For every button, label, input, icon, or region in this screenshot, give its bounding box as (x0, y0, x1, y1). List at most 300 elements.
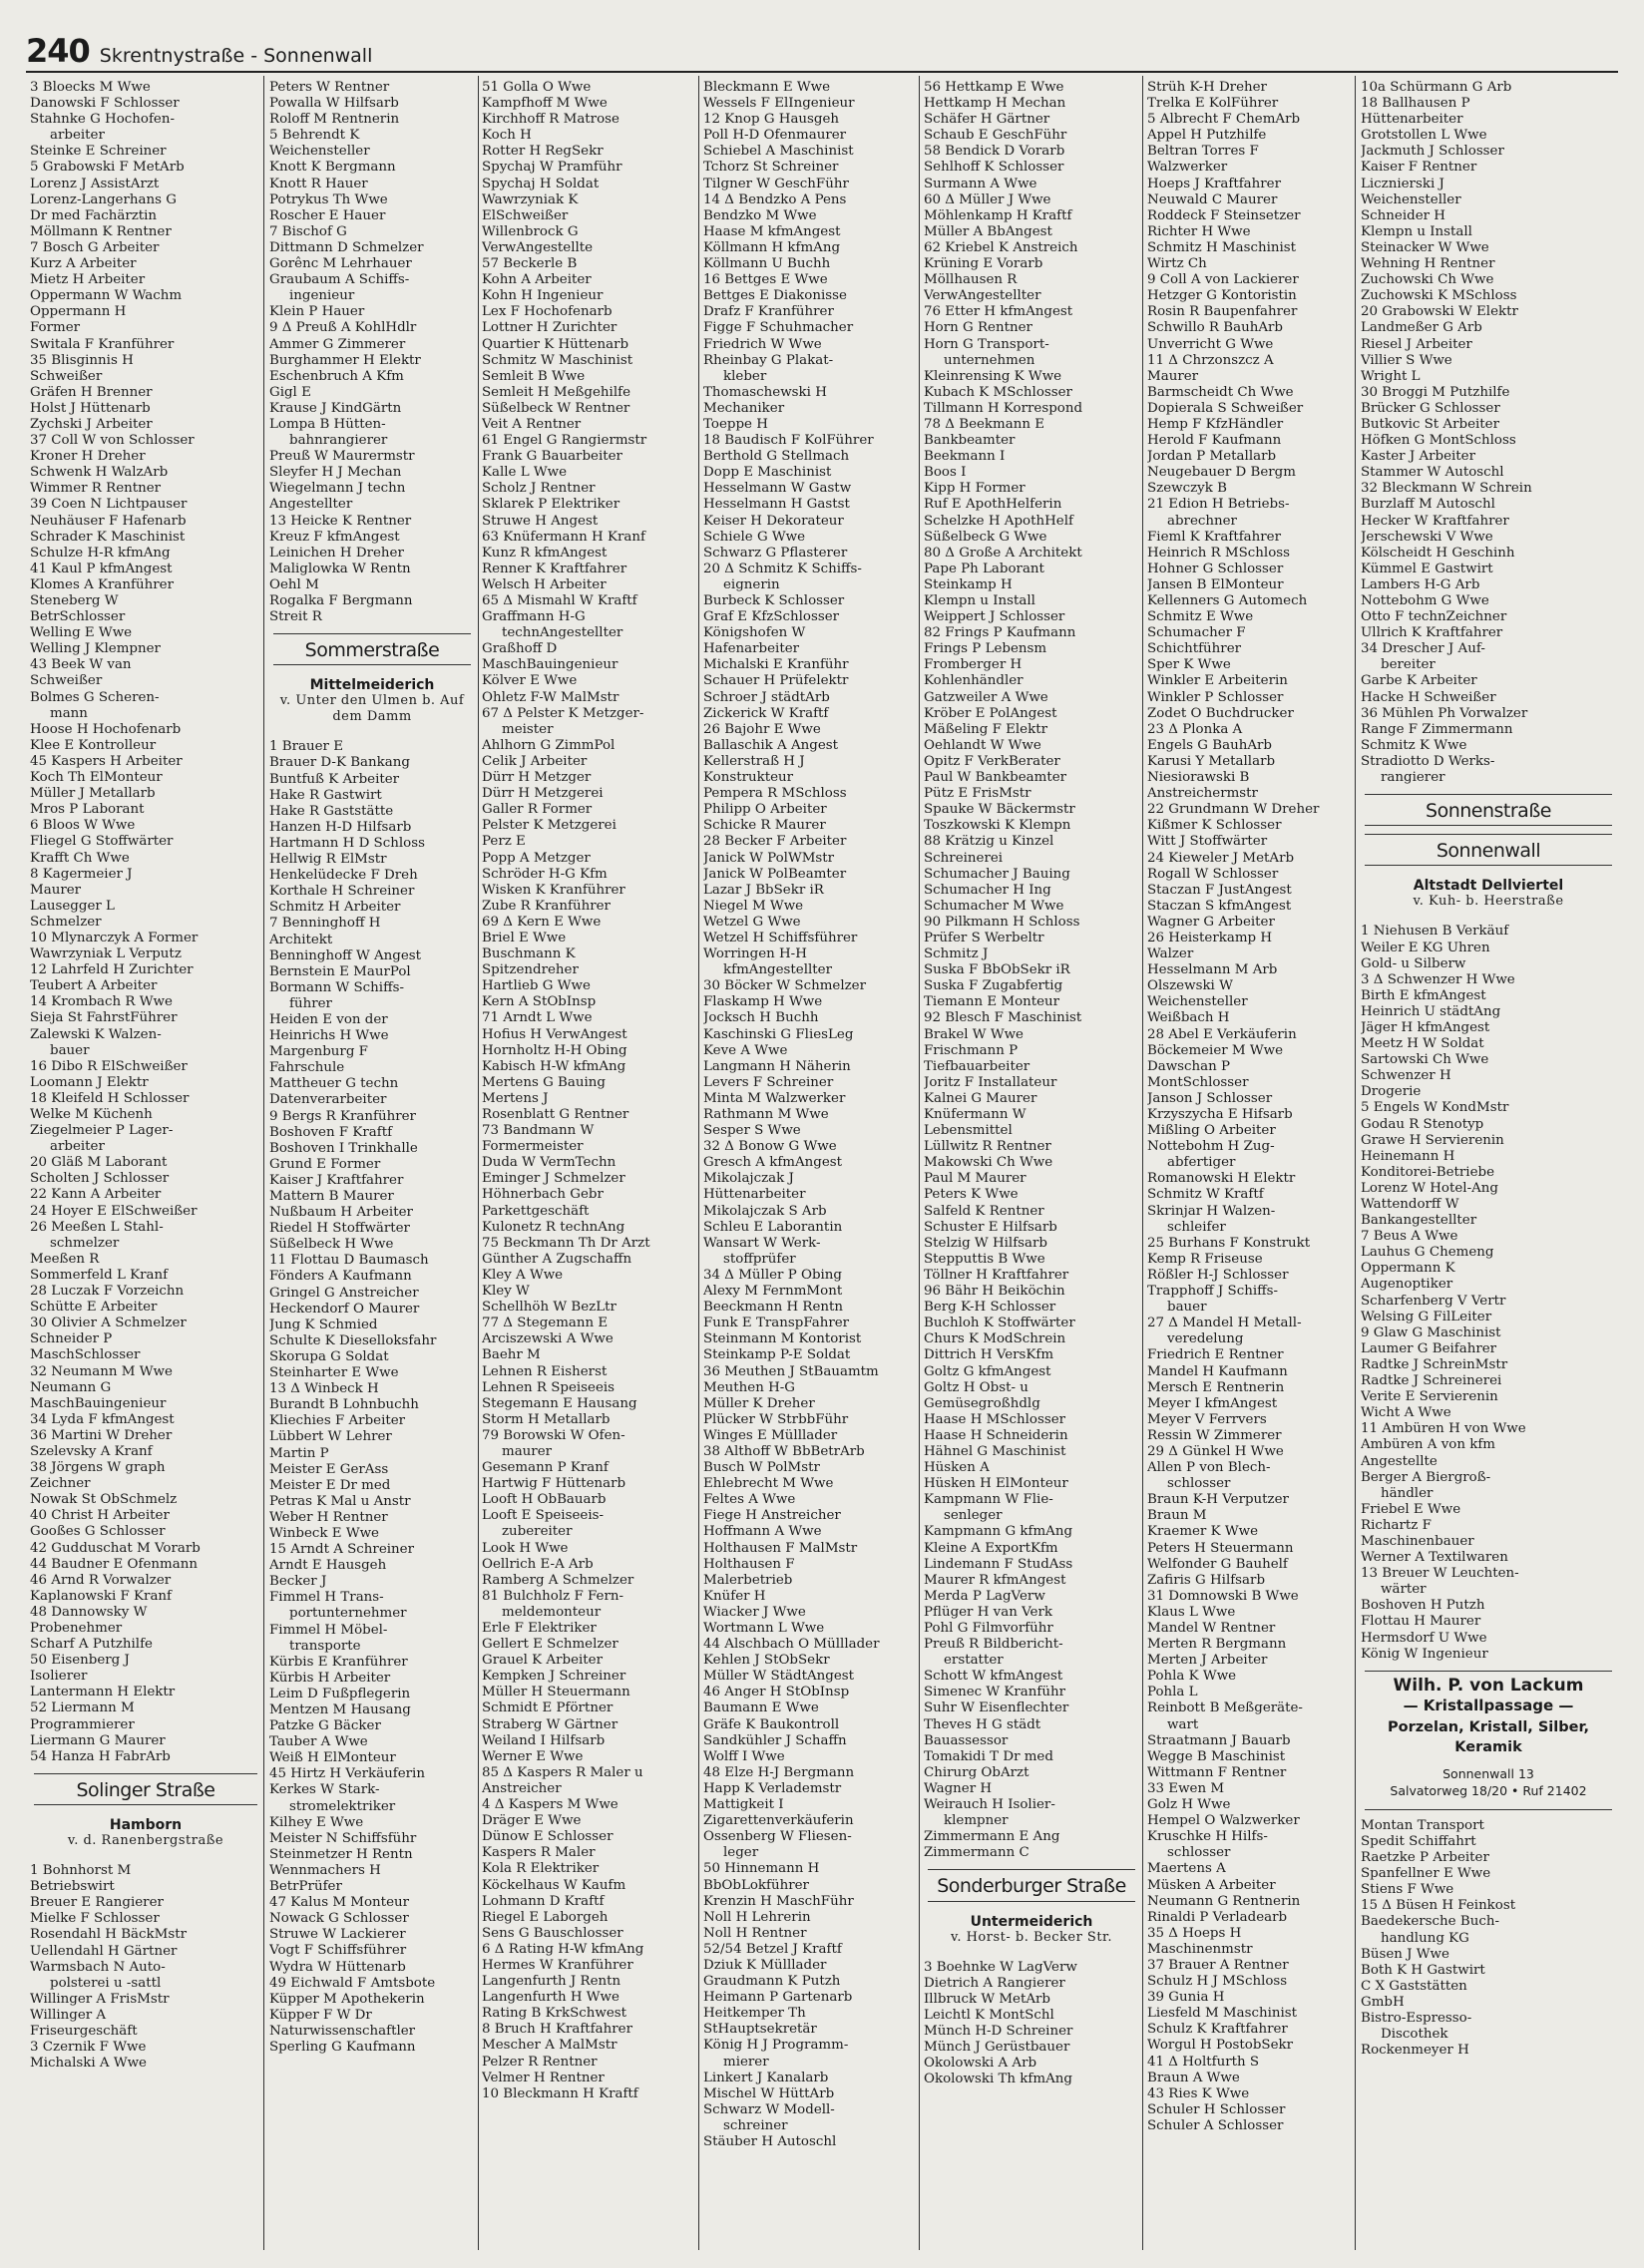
directory-entry: Königshofen W (703, 625, 806, 641)
directory-entry: Licznierski J (1361, 176, 1444, 191)
directory-entry: Schauer H Prüfelektr (703, 673, 849, 689)
directory-entry: Fieml K Kraftfahrer (1147, 529, 1282, 545)
directory-entry: Heinrichs H Wwe (269, 1028, 389, 1044)
directory-entry: wärter (1381, 1582, 1427, 1598)
directory-entry: Dawschan P (1147, 1058, 1231, 1074)
directory-entry: Pohl G Filmvorführ (924, 1621, 1053, 1636)
directory-entry: Ramberg A Schmelzer (482, 1572, 634, 1588)
directory-entry: Oellrich E-A Arb (482, 1556, 594, 1572)
directory-entry: Salfeld K Rentner (924, 1203, 1044, 1219)
directory-entry: Kalle L Wwe (482, 465, 568, 481)
directory-entry: Kürbis E Kranführer (269, 1654, 408, 1670)
directory-entry: Möllhausen R (924, 272, 1018, 288)
street-section-header (269, 633, 475, 725)
directory-entry: Graßhoff D (482, 641, 558, 657)
directory-entry: 71 Arndt L Wwe (482, 1010, 593, 1026)
directory-entry: Bauassessor (924, 1732, 1009, 1748)
directory-entry: Vogt F Schiffsführer (269, 1943, 407, 1959)
directory-entry: 46 Anger H StObInsp (703, 1685, 850, 1701)
directory-entry: Oppermann K (1361, 1261, 1455, 1277)
directory-entry: Looft E Speiseeis- (482, 1508, 604, 1524)
directory-entry: Langenfurth H Wwe (482, 1990, 619, 2006)
directory-entry: zubereiter (502, 1524, 573, 1540)
directory-entry: bauer (1167, 1300, 1207, 1316)
directory-entry: 18 Kleifeld H Schlosser (30, 1090, 190, 1106)
directory-entry: Chirurg ObArzt (924, 1764, 1029, 1780)
directory-entry: Kliechies F Arbeiter (269, 1413, 406, 1429)
directory-entry: Peters H Steuermann (1147, 1540, 1294, 1556)
directory-entry: Knott R Hauer (269, 176, 368, 191)
directory-entry: Weirauch H Isolier- (924, 1797, 1055, 1813)
directory-entry: Ballaschik A Angest (703, 737, 838, 753)
directory-entry: 18 Baudisch F KolFührer (703, 433, 874, 449)
directory-entry: Höhnerbach Gebr (482, 1187, 604, 1203)
directory-entry: Werner A Textilwaren (1361, 1550, 1508, 1566)
directory-entry: Suska F Zugabfertig (924, 978, 1063, 994)
directory-entry: Goltz G kfmAngest (924, 1363, 1051, 1379)
directory-entry: Minta M Walzwerker (703, 1090, 846, 1106)
directory-entry: Renner K Kraftfahrer (482, 561, 627, 576)
directory-entry: Levers F Schreiner (703, 1074, 834, 1090)
directory-entry: Welling E Wwe (30, 625, 133, 641)
directory-entry: Buschmann K (482, 946, 576, 962)
directory-entry: Müller J Metallarb (30, 786, 156, 802)
directory-entry: Mielke F Schlosser (30, 1911, 160, 1927)
directory-entry: Opitz F VerkBerater (924, 753, 1060, 769)
directory-entry: Stammer W Autoschl (1361, 465, 1504, 481)
directory-entry: Wawrzyniak L Verputz (30, 946, 182, 962)
directory-entry: Schichtführer (1147, 641, 1242, 657)
directory-entry: Bankangestellter (1361, 1213, 1477, 1229)
directory-entry: 16 Dibo R ElSchweißer (30, 1058, 188, 1074)
directory-entry: Horn G Transport- (924, 336, 1049, 352)
directory-entry: Roloff M Rentnerin (269, 112, 400, 128)
directory-entry: Anstreicher (482, 1780, 562, 1796)
directory-entry: Spedit Schiffahrt (1361, 1834, 1476, 1849)
directory-entry: Pelster K Metzgerei (482, 818, 616, 834)
directory-entry: Hoeps J Kraftfahrer (1147, 176, 1282, 191)
directory-entry: Kampfhoff M Wwe (482, 96, 608, 112)
directory-entry: Appel H Putzhilfe (1147, 128, 1267, 144)
directory-entry: Nowak St ObSchmelz (30, 1492, 178, 1508)
directory-entry: 20 Gläß M Laborant (30, 1155, 168, 1171)
directory-entry: Kölver E Wwe (482, 673, 578, 689)
directory-entry: Maschinenbauer (1361, 1533, 1474, 1549)
directory-entry: Berger A Biergroß- (1361, 1469, 1491, 1485)
directory-entry: Braun M (1147, 1508, 1207, 1524)
directory-entry: Gresch A kfmAngest (703, 1155, 843, 1171)
directory-entry: Schweißer (30, 673, 103, 689)
directory-entry: Ullrich K Kraftfahrer (1361, 625, 1503, 641)
directory-entry: Kölscheidt H Geschinh (1361, 545, 1515, 561)
street-name: Sonnenstraße (1365, 794, 1612, 826)
directory-entry: Funk E TranspFahrer (703, 1316, 850, 1331)
directory-entry: Möllmann K Rentner (30, 223, 172, 239)
directory-entry: Meyer I kfmAngest (1147, 1395, 1278, 1411)
street-range-note: v. Kuh- b. Heerstraße (1413, 894, 1564, 910)
directory-entry: Wagner H (924, 1780, 993, 1796)
directory-entry: Fönders A Kaufmann (269, 1269, 412, 1285)
directory-entry: Schwillo R BauhArb (1147, 320, 1283, 336)
directory-entry: Beltran Torres F (1147, 144, 1259, 160)
directory-entry: Okolowski A Arb (924, 2056, 1037, 2072)
directory-entry: Heiden E von der (269, 1011, 388, 1027)
directory-entry: Montan Transport (1361, 1817, 1484, 1833)
directory-entry: Plücker W StrbbFühr (703, 1411, 849, 1427)
directory-entry: Rogall W Schlosser (1147, 866, 1279, 882)
directory-entry: Baumann E Wwe (703, 1701, 819, 1716)
directory-entry: Kruschke H Hilfs- (1147, 1829, 1268, 1845)
directory-entry: Ohletz F-W MalMstr (482, 689, 619, 705)
directory-entry: händler (1381, 1485, 1434, 1501)
directory-entry: Gatzweiler A Wwe (924, 689, 1048, 705)
directory-entry: Godau R Stenotyp (1361, 1116, 1484, 1132)
directory-entry: Szewczyk B (1147, 481, 1227, 497)
directory-entry: Kaplanowski F Kranf (30, 1588, 173, 1604)
directory-entry: Romanowski H Elektr (1147, 1171, 1296, 1187)
directory-entry: Burzlaff M Autoschl (1361, 497, 1495, 513)
directory-entry: 12 Knop G Hausgeh (703, 112, 840, 128)
directory-entry: Müller H Steuermann (482, 1685, 630, 1701)
directory-entry: Lottner H Zurichter (482, 320, 617, 336)
directory-entry: 5 Behrendt K (269, 128, 360, 144)
directory-entry: Anstreichermstr (1147, 786, 1258, 802)
directory-entry: 10a Schürmann G Arb (1361, 80, 1512, 95)
directory-entry: Tchorz St Schreiner (703, 160, 839, 176)
directory-entry: handlung KG (1381, 1930, 1469, 1946)
directory-entry: 30 Böcker W Schmelzer (703, 978, 866, 994)
directory-entry: meister (502, 721, 554, 737)
directory-entry: Grauel K Arbeiter (482, 1653, 603, 1669)
directory-entry: Struwe W Lackierer (269, 1927, 406, 1943)
directory-entry: Pflüger H van Verk (924, 1604, 1052, 1620)
directory-entry: Keiser H Dekorateur (703, 513, 844, 529)
directory-entry: 37 Brauer A Rentner (1147, 1957, 1289, 1973)
directory-entry: Hanzen H-D Hilfsarb (269, 819, 412, 835)
street-section-header (1361, 834, 1616, 910)
directory-entry: Schwarz G Pflasterer (703, 545, 848, 561)
directory-entry: Neuwald C Maurer (1147, 191, 1278, 207)
directory-entry: Ziegelmeier P Lager- (30, 1123, 174, 1139)
directory-entry: Hoffmann A Wwe (703, 1524, 822, 1540)
advertiser-tagline: — Kristallpassage — (1403, 1696, 1574, 1714)
directory-entry: Wimmer R Rentner (30, 481, 162, 497)
directory-entry: Neuhäuser F Hafenarb (30, 513, 187, 529)
directory-entry: 28 Abel E Verkäuferin (1147, 1026, 1297, 1042)
directory-entry: Kellerstraß H J (703, 753, 805, 769)
directory-entry: Radtke J SchreinMstr (1361, 1356, 1508, 1372)
directory-entry: meldemonteur (502, 1604, 602, 1620)
directory-entry: Ruf E ApothHelferin (924, 497, 1062, 513)
directory-entry: Wolff I Wwe (703, 1748, 785, 1764)
directory-entry: 14 Krombach R Wwe (30, 994, 173, 1010)
directory-entry: Mattheuer G techn (269, 1076, 399, 1092)
directory-entry: Linkert J Kanalarb (703, 2070, 829, 2085)
directory-entry: Fimmel H Möbel- (269, 1622, 388, 1638)
directory-entry: Gooßes G Schlosser (30, 1524, 166, 1540)
directory-entry: Kohn A Arbeiter (482, 272, 592, 288)
directory-entry: Werner E Wwe (482, 1748, 584, 1764)
directory-entry: Mattern B Maurer (269, 1189, 394, 1204)
directory-entry: 39 Coen N Lichtpauser (30, 497, 188, 513)
directory-entry: Küpper M Apothekerin (269, 1991, 425, 2007)
directory-entry: Benninghoff W Angest (269, 947, 422, 963)
directory-entry: Herold F Kaufmann (1147, 433, 1282, 449)
directory-entry: 15 Arndt A Schreiner (269, 1542, 414, 1558)
directory-entry: Eminger J Schmelzer (482, 1171, 625, 1187)
directory-entry: Rotter H RegSekr (482, 144, 604, 160)
directory-entry: Lindemann F StudAss (924, 1556, 1073, 1572)
directory-entry: Lex F Hochofenarb (482, 304, 613, 320)
header-rule (26, 71, 1618, 73)
directory-entry: Teubert A Arbeiter (30, 978, 158, 994)
directory-entry: Welling J Klempner (30, 641, 161, 657)
directory-entry: Meister E GerAss (269, 1461, 389, 1477)
directory-entry: 18 Ballhausen P (1361, 96, 1470, 112)
directory-entry: Olszewski W (1147, 978, 1233, 994)
directory-entry: Kerkes W Stark- (269, 1782, 380, 1798)
directory-entry: Former (30, 320, 81, 336)
directory-entry: Breuer E Rangierer (30, 1895, 164, 1911)
directory-entry: 32 Δ Bonow G Wwe (703, 1139, 837, 1155)
directory-entry: Welsch H Arbeiter (482, 576, 607, 592)
directory-entry: König W Ingenieur (1361, 1646, 1488, 1662)
directory-entry: Spychaj W Pramführ (482, 160, 622, 176)
directory-entry: Potrykus Th Wwe (269, 191, 388, 207)
directory-entry: Sartowski Ch Wwe (1361, 1052, 1489, 1068)
advertisement-box (1365, 1671, 1612, 1810)
directory-entry: 50 Hinnemann H (703, 1861, 820, 1877)
directory-entry: Gräfe K Baukontroll (703, 1716, 840, 1732)
directory-entry: Paul M Maurer (924, 1171, 1027, 1187)
directory-entry: 3 Boehnke W LagVerw (924, 1959, 1077, 1975)
directory-entry: Willinger A FrisMstr (30, 1991, 170, 2007)
directory-entry: Boshoven F Kraftf (269, 1124, 393, 1140)
directory-entry: Winkler P Schlosser (1147, 689, 1284, 705)
directory-entry: Gorênc M Lehrhauer (269, 256, 412, 272)
directory-entry: Tiemann E Monteur (924, 994, 1060, 1010)
directory-entry: Burghammer H Elektr (269, 352, 421, 368)
directory-entry: Stradiotto D Werks- (1361, 753, 1495, 769)
directory-entry: 25 Burhans F Konstrukt (1147, 1235, 1311, 1251)
directory-entry: Architekt (269, 932, 333, 947)
directory-entry: 6 Δ Rating H-W kfmAng (482, 1941, 644, 1957)
directory-entry: Schulte K Dieselloksfahr (269, 1332, 437, 1348)
directory-entry: Hetzger G Kontoristin (1147, 288, 1297, 304)
directory-entry: Stelzig W Hilfsarb (924, 1235, 1047, 1251)
directory-entry: Staczan S kfmAngest (1147, 898, 1292, 914)
directory-entry: 44 Alschbach O Mülllader (703, 1637, 880, 1653)
directory-entry: Schweißer (30, 368, 103, 384)
directory-entry: Welfonder G Bauhelf (1147, 1556, 1288, 1572)
directory-entry: Maliglowka W Rentn (269, 561, 411, 576)
directory-entry: stoffprüfer (723, 1251, 796, 1267)
directory-entry: Roddeck F Steinsetzer (1147, 207, 1301, 223)
directory-entry: Graf E KfzSchlosser (703, 609, 840, 625)
district-name: Untermeiderich (970, 1913, 1093, 1930)
directory-entry: Fahrschule (269, 1060, 345, 1076)
directory-entry: Schmitz E Wwe (1147, 609, 1254, 625)
directory-entry: Kehlen J StObSekr (703, 1653, 830, 1669)
directory-entry: Willinger A (30, 2007, 107, 2023)
directory-entry: senleger (944, 1508, 1003, 1524)
directory-entry: Briel E Wwe (482, 930, 567, 945)
directory-entry: Dr med Fachärztin (30, 207, 158, 223)
directory-entry: Rosendahl H BäckMstr (30, 1927, 188, 1943)
directory-entry: Welsing G FilLeiter (1361, 1309, 1492, 1324)
directory-entry: Richartz F (1361, 1517, 1432, 1533)
directory-entry: Wessels F ElIngenieur (703, 96, 855, 112)
directory-entry: Kampmann G kfmAng (924, 1524, 1073, 1540)
directory-entry: 36 Mühlen Ph Vorwalzer (1361, 705, 1528, 721)
directory-entry: 96 Bähr H Beiköchin (924, 1284, 1065, 1300)
directory-entry: Ahlhorn G ZimmPol (482, 737, 616, 753)
directory-entry: Rößler H-J Schlosser (1147, 1267, 1289, 1283)
directory-entry: Müsken A Arbeiter (1147, 1877, 1276, 1893)
directory-entry: schlosser (1167, 1476, 1231, 1492)
directory-entry: Schulz K Kraftfahrer (1147, 2022, 1288, 2038)
directory-entry: Both K H Gastwirt (1361, 1962, 1485, 1978)
directory-entry: Burandt B Lohnbuchh (269, 1397, 419, 1413)
column-divider (478, 76, 479, 2250)
directory-entry: Flaskamp H Wwe (703, 994, 823, 1010)
directory-entry: Müller W StädtAngest (703, 1669, 855, 1685)
directory-entry: Niegel M Wwe (703, 898, 804, 914)
directory-entry: Kemp R Friseuse (1147, 1251, 1263, 1267)
directory-entry: Bankbeamter (924, 433, 1016, 449)
directory-entry: Raetzke P Arbeiter (1361, 1850, 1489, 1866)
directory-entry: Petras K Mal u Anstr (269, 1493, 411, 1509)
directory-entry: Birth E kfmAngest (1361, 987, 1486, 1003)
directory-entry: Isolierer (30, 1669, 88, 1685)
directory-entry: Nowack G Schlosser (269, 1911, 409, 1927)
directory-entry: Sleyfer H J Mechan (269, 465, 402, 481)
directory-entry: Lazar J BbSekr iR (703, 882, 824, 898)
directory-entry: Süßelbeck H Wwe (269, 1237, 394, 1253)
directory-entry: Hüsken A (924, 1460, 990, 1476)
directory-entry: Surmann A Wwe (924, 176, 1037, 191)
directory-entry: Wiegelmann J techn (269, 481, 406, 497)
directory-entry: Hecker W Kraftfahrer (1361, 513, 1509, 529)
directory-entry: Haase H MSchlosser (924, 1411, 1066, 1427)
directory-entry: Lehnen R Eisherst (482, 1363, 608, 1379)
directory-entry: 11 Δ Chrzonszcz A (1147, 352, 1274, 368)
directory-entry: bauer (50, 1042, 90, 1058)
directory-entry: Lorenz W Hotel-Ang (1361, 1180, 1498, 1196)
directory-entry: Otto F technZeichner (1361, 609, 1507, 625)
directory-entry: Rockenmeyer H (1361, 2043, 1469, 2059)
street-name: Sonderburger Straße (928, 1869, 1135, 1901)
directory-entry: 27 Δ Mandel H Metall- (1147, 1316, 1302, 1331)
directory-entry: Mikolajczak S Arb (703, 1203, 827, 1219)
directory-entry: 82 Frings P Kaufmann (924, 625, 1076, 641)
directory-entry: Kley A Wwe (482, 1267, 564, 1283)
directory-entry: Look H Wwe (482, 1540, 569, 1556)
directory-entry: 44 Baudner E Ofenmann (30, 1556, 198, 1572)
directory-entry: Kraemer K Wwe (1147, 1524, 1259, 1540)
directory-entry: Arciszewski A Wwe (482, 1331, 614, 1347)
directory-entry: Witt J Stoffwärter (1147, 834, 1268, 850)
directory-entry: Schellhöh W BezLtr (482, 1300, 616, 1316)
directory-entry: Poll H-D Ofenmaurer (703, 128, 847, 144)
directory-entry: 5 Grabowski F MetArb (30, 160, 185, 176)
directory-entry: 85 Δ Kaspers R Maler u (482, 1764, 643, 1780)
directory-entry: Konstrukteur (703, 770, 794, 786)
directory-entry: 37 Coll W von Schlosser (30, 433, 195, 449)
column-divider (1142, 76, 1143, 2250)
directory-entry: mann (50, 705, 88, 721)
directory-entry: Angestellte (1361, 1453, 1438, 1469)
directory-entry: 34 Δ Müller P Obing (703, 1267, 842, 1283)
street-name: Solinger Straße (34, 1773, 257, 1805)
directory-entry: Heinrich U städtAng (1361, 1003, 1501, 1019)
directory-entry: 40 Christ H Arbeiter (30, 1508, 170, 1524)
directory-entry: 12 Lahrfeld H Zurichter (30, 962, 194, 978)
directory-entry: Pelzer R Rentner (482, 2054, 598, 2070)
directory-entry: Straberg W Gärtner (482, 1716, 618, 1732)
directory-entry: Maurer (1147, 368, 1199, 384)
directory-entry: Stiens F Wwe (1361, 1882, 1454, 1898)
directory-entry: 52/54 Betzel J Kraftf (703, 1941, 842, 1957)
directory-entry: Uellendahl H Gärtner (30, 1943, 178, 1959)
directory-entry: Skorupa G Soldat (269, 1348, 389, 1364)
directory-entry: 47 Kalus M Monteur (269, 1895, 410, 1911)
directory-entry: Kohlenhändler (924, 673, 1024, 689)
directory-entry: schleifer (1167, 1219, 1226, 1235)
directory-entry: Schäfer H Gärtner (924, 112, 1050, 128)
directory-entry: Becker J (269, 1574, 327, 1590)
directory-entry: Koch H (482, 128, 532, 144)
column-divider (1355, 76, 1356, 2250)
directory-entry: Klomes A Kranführer (30, 576, 174, 592)
directory-entry: Grawe H Servierenin (1361, 1132, 1504, 1148)
directory-entry: Fromberger H (924, 657, 1023, 673)
directory-entry: Mersch E Rentnerin (1147, 1379, 1285, 1395)
directory-entry: Unverricht G Wwe (1147, 336, 1274, 352)
directory-entry: Janick W PolBeamter (703, 866, 847, 882)
directory-entry: Martin P (269, 1445, 329, 1461)
directory-entry: 26 Bajohr E Wwe (703, 721, 821, 737)
directory-entry: Heimann P Gartenarb (703, 1990, 853, 2006)
directory-entry: 7 Bischof G (269, 223, 347, 239)
directory-entry: 49 Eichwald F Amtsbote (269, 1975, 436, 1991)
directory-entry: Baehr M (482, 1347, 541, 1363)
directory-entry: Walzwerker (1147, 160, 1228, 176)
directory-entry: führer (289, 995, 332, 1011)
directory-entry: Holthausen F (703, 1556, 795, 1572)
directory-entry: Kirchhoff R Matrose (482, 112, 619, 128)
directory-entry: Wennmachers H (269, 1862, 381, 1878)
directory-entry: Koch Th ElMonteur (30, 770, 163, 786)
directory-entry: Liesfeld M Maschinist (1147, 2006, 1298, 2022)
directory-entry: Friebel E Wwe (1361, 1501, 1461, 1517)
advertiser-address: Sonnenwall 13 (1442, 1765, 1534, 1781)
directory-entry: Jocksch H Buchh (703, 1010, 819, 1026)
directory-entry: arbeiter (50, 1139, 105, 1155)
directory-entry: 80 Δ Große A Architekt (924, 545, 1082, 561)
directory-entry: Stegemann E Hausang (482, 1395, 637, 1411)
directory-entry: Hemp F KfzHändler (1147, 416, 1284, 432)
directory-entry: Sperling G Kaufmann (269, 2039, 416, 2055)
directory-entry: Schröder H-G Kfm (482, 866, 608, 882)
directory-entry: schreiner (723, 2117, 788, 2133)
directory-entry: 30 Olivier A Schmelzer (30, 1316, 187, 1331)
directory-entry: Zimmermann E Ang (924, 1829, 1060, 1845)
directory-entry: 13 Δ Winbeck H (269, 1381, 379, 1397)
directory-entry: Zigarettenverkäuferin (703, 1813, 854, 1829)
directory-entry: Kleine A ExportKfm (924, 1540, 1058, 1556)
directory-entry: Kurz A Arbeiter (30, 256, 137, 272)
